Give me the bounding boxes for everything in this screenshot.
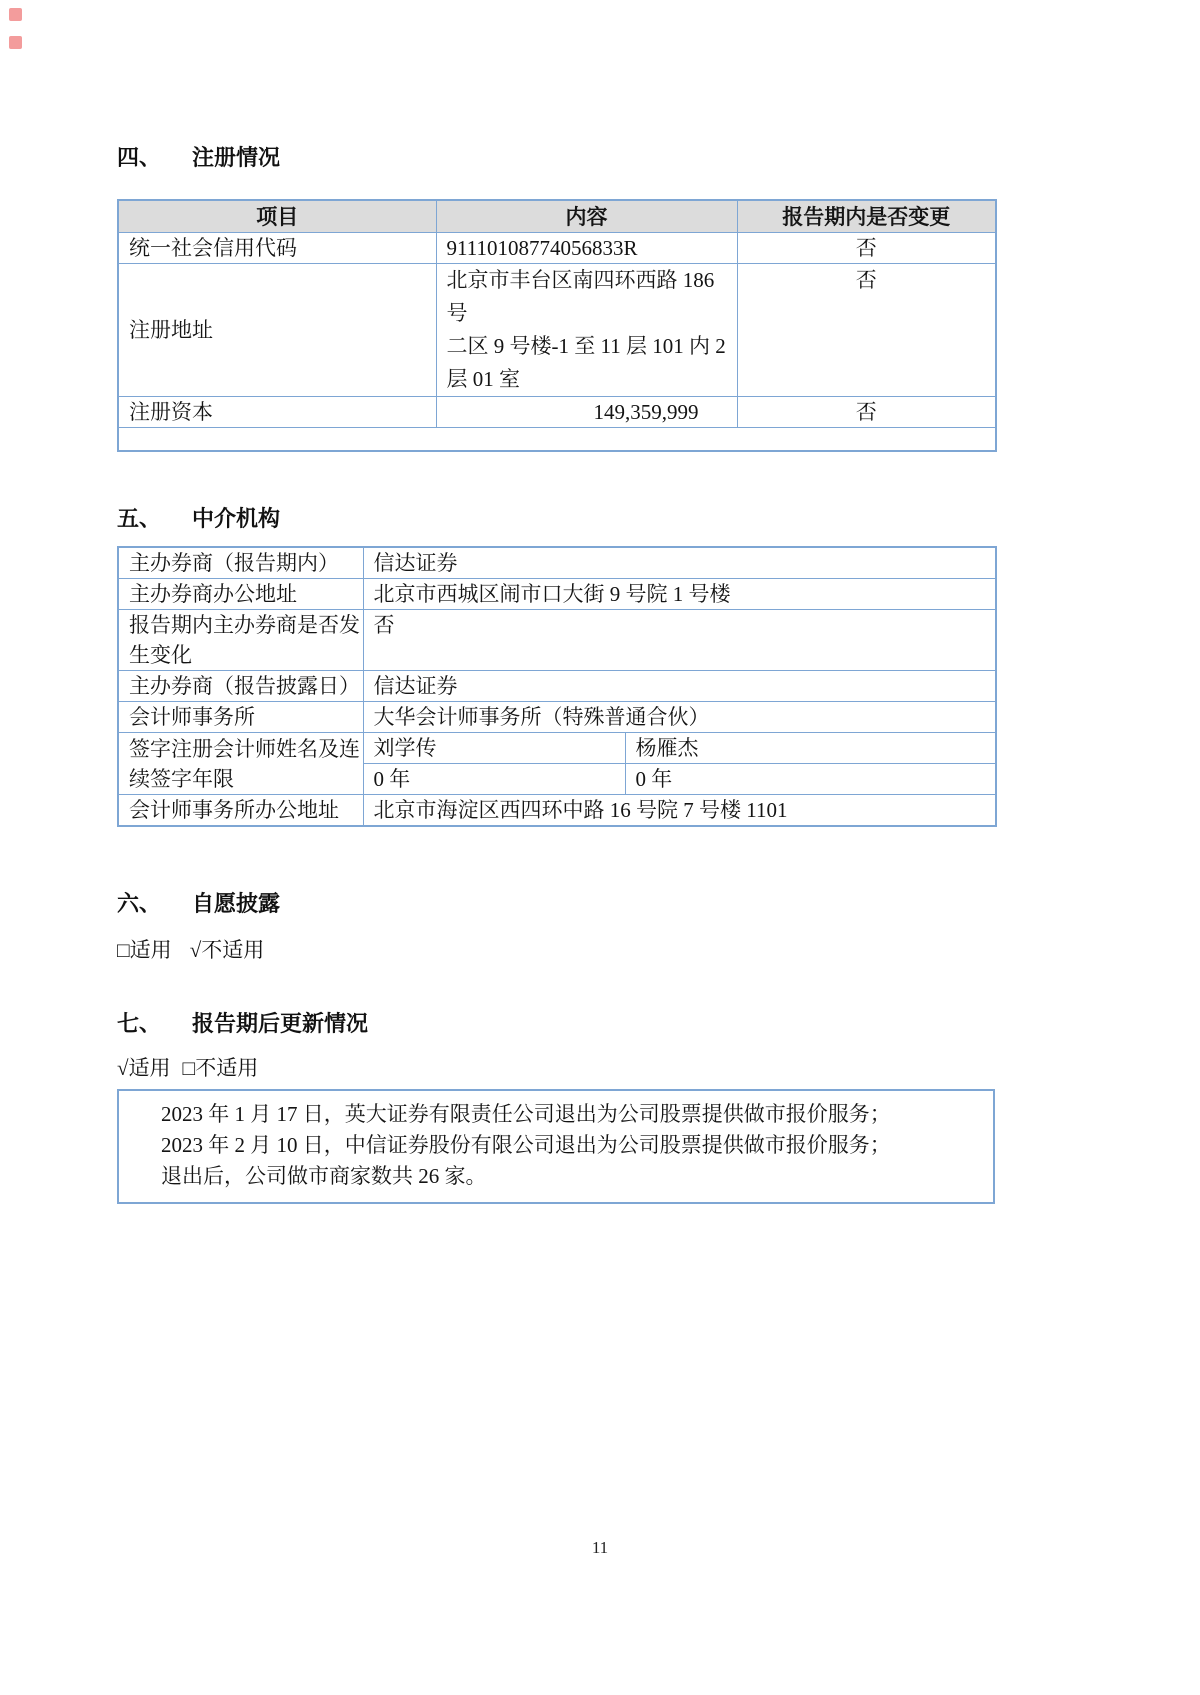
section-number: 六、 — [117, 891, 162, 916]
cell-signer2-years: 0 年 — [625, 764, 996, 795]
cell-label: 主办券商办公地址 — [118, 579, 363, 610]
table-row — [118, 702, 996, 733]
table-row — [118, 579, 996, 610]
section-number: 四、 — [117, 145, 162, 170]
table-row — [118, 232, 996, 263]
table-header-row — [118, 200, 996, 232]
red-annotation-icon — [9, 36, 22, 49]
section-number: 五、 — [117, 506, 162, 531]
cell-label: 会计师事务所 — [118, 702, 363, 733]
cell-signer2-name: 杨雁杰 — [625, 733, 996, 764]
section-heading-registration — [117, 143, 995, 173]
section-heading-intermediary — [117, 504, 995, 534]
document-content — [117, 0, 995, 1204]
cell-item: 统一社会信用代码 — [118, 232, 436, 263]
section-title: 自愿披露 — [192, 891, 281, 916]
cell-content: 91110108774056833R — [436, 232, 737, 263]
section-heading-voluntary — [117, 889, 995, 919]
cell-content: 149,359,999 — [436, 396, 737, 427]
table-row — [118, 263, 996, 396]
cell-item: 注册资本 — [118, 396, 436, 427]
section-title: 报告期后更新情况 — [192, 1011, 369, 1036]
post-period-disclosure-box — [117, 1089, 995, 1204]
cell-label: 报告期内主办券商是否发生变化 — [118, 610, 363, 671]
cell-signer1-years: 0 年 — [363, 764, 625, 795]
cell-changed: 否 — [737, 396, 996, 427]
header-content: 内容 — [436, 200, 737, 232]
table-row — [118, 671, 996, 702]
cell-value: 信达证券 — [363, 547, 996, 579]
disclosure-line: 2023 年 1 月 17 日，英大证券有限责任公司退出为公司股票提供做市报价服务； — [161, 1102, 891, 1126]
address-line: 层 01 室 — [446, 366, 520, 391]
cell-value: 北京市西城区闹市口大街 9 号院 1 号楼 — [363, 579, 996, 610]
applicability-line — [117, 937, 995, 963]
cell-label: 主办券商（报告披露日） — [118, 671, 363, 702]
intermediary-table — [117, 546, 997, 827]
red-annotation-icon — [9, 8, 22, 21]
cell-label: 签字注册会计师姓名及连续签字年限 — [118, 733, 363, 795]
applicable-option: □适用 — [117, 938, 172, 962]
registration-table — [117, 199, 997, 452]
table-row — [118, 733, 996, 764]
cell-value: 信达证券 — [363, 671, 996, 702]
cell-item: 注册地址 — [118, 263, 436, 396]
section-title: 注册情况 — [192, 145, 281, 170]
table-row — [118, 610, 996, 671]
applicable-option: √适用 — [117, 1056, 171, 1080]
table-row — [118, 396, 996, 427]
cell-content — [436, 263, 737, 396]
table-row — [118, 547, 996, 579]
cell-changed: 否 — [737, 263, 996, 396]
cell-label: 会计师事务所办公地址 — [118, 795, 363, 827]
address-line: 二区 9 号楼-1 至 11 层 101 内 2 — [446, 333, 726, 358]
header-changed: 报告期内是否变更 — [737, 200, 996, 232]
table-row-empty — [118, 427, 996, 451]
cell-value: 北京市海淀区西四环中路 16 号院 7 号楼 1101 — [363, 795, 996, 827]
not-applicable-option: √不适用 — [189, 938, 265, 962]
section-title: 中介机构 — [192, 506, 281, 531]
cell-empty — [118, 427, 996, 451]
header-item: 项目 — [118, 200, 436, 232]
page-number: 11 — [591, 1538, 609, 1557]
table-row — [118, 795, 996, 827]
section-number: 七、 — [117, 1011, 162, 1036]
section-heading-post-period — [117, 1009, 995, 1039]
applicability-line — [117, 1055, 995, 1081]
cell-value: 否 — [363, 610, 996, 671]
cell-changed: 否 — [737, 232, 996, 263]
cell-label: 主办券商（报告期内） — [118, 547, 363, 579]
disclosure-line: 2023 年 2 月 10 日，中信证券股份有限公司退出为公司股票提供做市报价服务； — [161, 1133, 891, 1157]
cell-signer1-name: 刘学传 — [363, 733, 625, 764]
cell-value: 大华会计师事务所（特殊普通合伙） — [363, 702, 996, 733]
not-applicable-option: □不适用 — [182, 1056, 259, 1080]
disclosure-line: 退出后，公司做市商家数共 26 家。 — [161, 1164, 487, 1188]
address-line: 北京市丰台区南四环西路 186 号 — [446, 267, 715, 325]
